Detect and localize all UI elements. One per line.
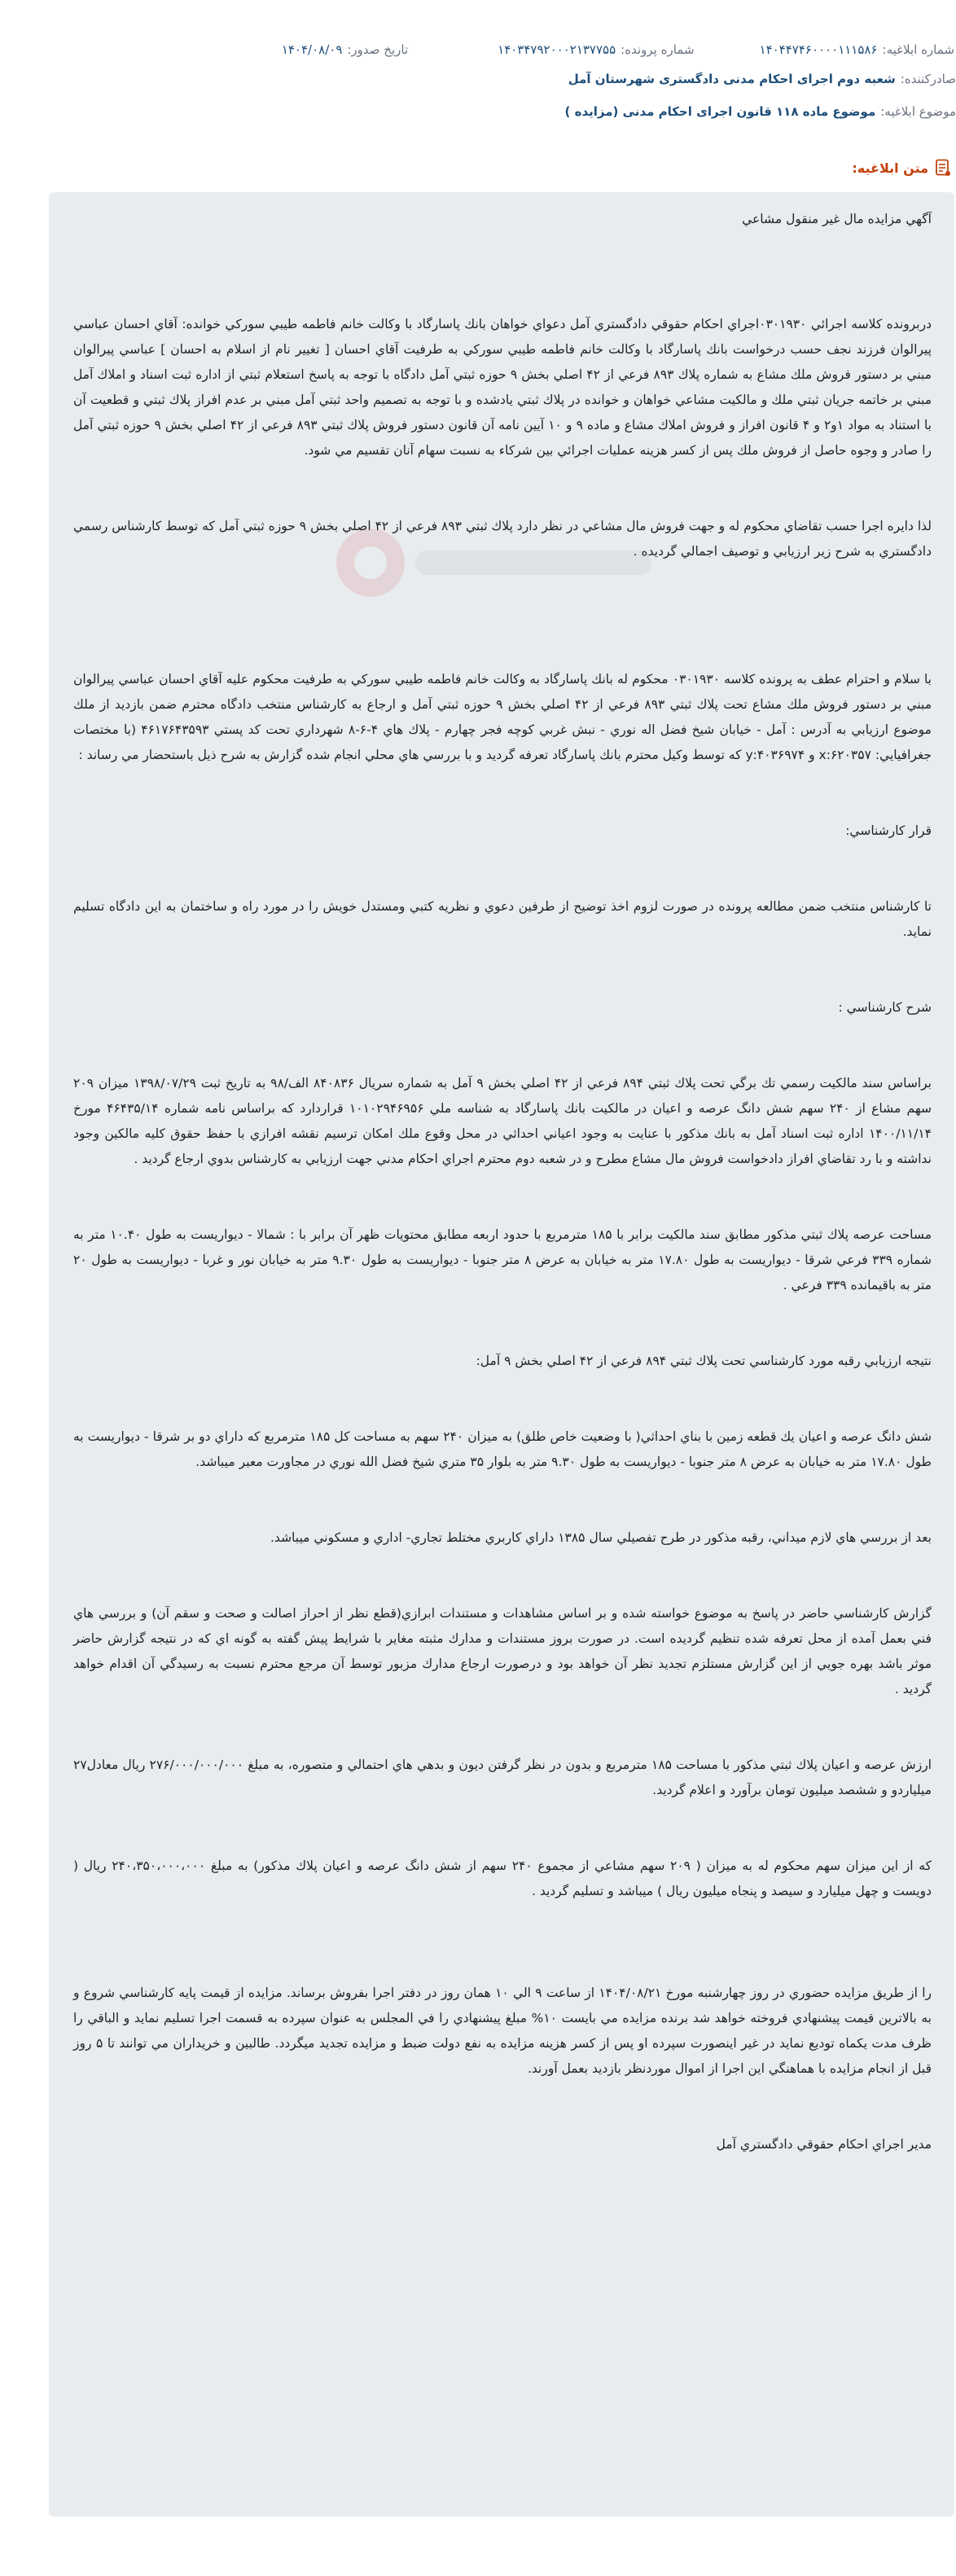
meta-row-issuer (0, 72, 956, 86)
ad-title: آگهي مزايده مال غير منقول مشاعي (742, 212, 932, 226)
report-disclaimer-paragraph: گزارش كارشناسي حاضر در پاسخ به موضوع خواسته شده و بر اساس مشاهدات و مستندات ابرازي(قطع نظر از احراز اصالت و صحت و سقم آن) و بررسي هاي فني بعمل آمده از محل تعرفه شده تنظيم گرديده است. در صورت بروز مستندات و مدارك مثبته مغاير با شرايط پيش گفته به گونه اي كه در نتيجه گزارش حاضر موثر باشد بهره جويي از اين گزارش مستلزم تجديد نظر آن خواهد بود و درصورت ارجاع مدارك مزبور توسط آن مرجع محترم نسبت به رسيدگي آن اقدام خواهد گرديد . (73, 1606, 932, 1696)
notice-number (760, 42, 954, 57)
notice-text-heading (852, 159, 951, 177)
signature-line: مدير اجراي احكام حقوقي دادگستري آمل (716, 2137, 932, 2152)
share-amount-paragraph: كه از اين ميزان سهم محكوم له به ميزان ( ۲۰۹ سهم مشاعي از مجموع ۲۴۰ سهم از شش دانگ عرصه و اعيان پلاك مذكور) به مبلغ ۲۴۰،۳۵۰،۰۰۰،۰۰۰ ريال ( دويست و چهل ميليارد و سيصد و پنجاه ميليون ريال ) ميباشد و تسليم گرديد . (73, 1858, 932, 1898)
case-number-value: ۱۴۰۳۴۷۹۲۰۰۰۲۱۳۷۷۵۵ (498, 42, 616, 57)
auction-terms-paragraph: را از طريق مزايده حضوري در روز چهارشنبه مورخ ۱۴۰۴/۰۸/۲۱ از ساعت ۹ الي ۱۰ همان روز در دفتر اجرا بفروش برساند. مزايده از قيمت پايه كارشناسي شروع و به بالاترين قيمت پيشنهادي فروخته خواهد شد برنده مزايده مي بايست ۱۰% مبلغ پيشنهادي را في المجلس به عنوان سپرده به قسمت اجرا تسليم نمايد و الباقي را ظرف مدت يكماه توديع نمايد در غير اينصورت سپرده او پس از كسر هزينه مزايده به نفع دولت ضبط و مزايده تجديد ميگردد. طالبين و خريداران مي توانند تا ۵ روز قبل از انجام مزايده با هماهنگي اين اجرا از اموال موردنظر بازديد بعمل آورند. (73, 1986, 932, 2076)
issue-date-value: ۱۴۰۴/۰۸/۰۹ (281, 42, 343, 57)
area-boundaries-paragraph: مساحت عرصه پلاك ثبتي مذكور مطابق سند مالكيت برابر با ۱۸۵ مترمربع با حدود اربعه مطابق محتويات ظهر آن برابر با : شمالا - ديواريست به طول ۱۰.۴۰ متر به شماره ۳۳۹ فرعي شرقا - ديواريست به طول ۱۷.۸۰ متر به خيابان به عرض ۸ متر جنوبا - ديواريست به طول ۹.۳۰ متر به خيابان نور و غربا - ديواريست به طول ۲۰ متر به باقيمانده ۳۳۹ فرعي . (73, 1227, 932, 1292)
property-description-paragraph: شش دانگ عرصه و اعيان يك قطعه زمين با بناي احداثي( با وضعيت خاص طلق) به ميزان ۲۴۰ سهم به مساحت كل ۱۸۵ مترمربع كه داراي دو بر شرقا - ديواريست به طول ۱۷.۸۰ متر به خيابان به عرض ۸ متر جنوبا - ديواريست به طول ۹.۳۰ متر به بلوار ۳۵ متري شيخ فضل الله نوري در مجاورت معبر ميباشد. (73, 1429, 932, 1469)
expert-description-heading: شرح كارشناسي : (838, 1000, 932, 1015)
sale-intent-paragraph: لذا دايره اجرا حسب تقاضاي محكوم له و جهت فروش مال مشاعي در نظر دارد پلاك ثبتي ۸۹۳ فرعي از ۴۲ اصلي بخش ۹ حوزه ثبتي آمل كه توسط كارشناس رسمي دادگستري به شرح زير ارزيابي و توصيف اجمالي گرديده . (73, 519, 932, 559)
issuer (568, 72, 956, 86)
notice-text-title: متن ابلاغیه: (852, 160, 928, 176)
subject-label: موضوع ابلاغیه: (880, 104, 956, 119)
issue-date (282, 42, 408, 57)
notice-number-label: شماره ابلاغیه: (882, 42, 954, 57)
meta-row-subject (0, 104, 956, 119)
meta-row-ids (0, 42, 956, 57)
issuer-value: شعبه دوم اجرای احکام مدنی دادگستری شهرستان آمل (568, 72, 896, 86)
expert-order-paragraph: تا كارشناس منتخب ضمن مطالعه پرونده در صورت لزوم اخذ توضيح از طرفين دعوي و نظريه كتبي ومستدل خويش را در مورد راه و ساختمان به اين دادگاه تسليم نمايد. (73, 899, 932, 939)
subject-value: موضوع ماده ۱۱۸ قانون اجرای احکام مدنی (مزایده ) (564, 104, 876, 119)
expert-order-heading: قرار كارشناسي: (845, 823, 932, 838)
land-use-paragraph: بعد از بررسي هاي لازم ميداني، رقبه مذكور در طرح تفصيلي سال ۱۳۸۵ داراي كاربري مختلط تجاري- اداري و مسكوني ميباشد. (270, 1530, 932, 1545)
expert-intro-paragraph: با سلام و احترام عطف به پرونده كلاسه ۰۳۰۱۹۳۰ محكوم له بانك پاسارگاد به وكالت خانم فاطمه طيبي سوركي به طرفيت محكوم عليه آقاي احسان عباسي پيرالوان مبني بر دستور فروش ملك مشاع تحت پلاك ثبتي ۸۹۳ فرعي از ۴۲ اصلي بخش ۹ حوزه ثبتي آمل و ارجاع به كارشناس منتخب دادگاه محترم ضمن بازديد از ملك موضوع ارزيابي به آدرس : آمل - خيابان شيخ فضل اله نوري - نبش غربي كوچه فجر چهارم - پلاك هاي ۴-۶-۸ شهرداري تحت كد پستي ۴۶۱۷۶۴۳۵۹۳ (با مختصات جغرافيايي: ۶۲۰۳۵۷:x و ۴۰۳۶۹۷۴:y كه توسط وكيل محترم بانك پاسارگاد تعرفه گرديد و با بررسي هاي محلي انجام شده گزارش به شرح ذيل باستحضار مي رساند : (73, 672, 932, 762)
issuer-label: صادرکننده: (900, 72, 956, 86)
deed-paragraph: براساس سند مالكيت رسمي تك برگي تحت پلاك ثبتي ۸۹۴ فرعي از ۴۲ اصلي بخش ۹ آمل به شماره سريال ۸۴۰۸۳۶ الف/۹۸ به تاريخ ثبت ۱۳۹۸/۰۷/۲۹ ميزان ۲۰۹ سهم مشاع از ۲۴۰ سهم شش دانگ عرصه و اعيان در مالكيت بانك پاسارگاد به شناسه ملي ۱۰۱۰۲۹۴۶۹۵۶ قراردارد كه براساس نامه شماره ۴۶۴۳۵/۱۴ مورخ ۱۴۰۰/۱۱/۱۴ اداره ثبت اسناد آمل به بانك مذكور با عنايت به وجود اعياني احداثي در محل وقوع ملك امكان ترسيم نقشه افرازي با حفظ حقوق كليه مالكين وجود نداشته و با رد تقاضاي افراز دادخواست فروش مال مشاع مطرح و در شعبه دوم محترم اجراي احكام مدني جهت ارزيابي به كارشناس بدوي ارجاع گرديد . (73, 1076, 932, 1166)
case-number (498, 42, 694, 57)
issue-date-label: تاریخ صدور: (347, 42, 409, 57)
valuation-amount-paragraph: ارزش عرصه و اعيان پلاك ثبتي مذكور با مساحت ۱۸۵ مترمربع و بدون در نظر گرفتن ديون و بدهي هاي احتمالي و متصوره، به مبلغ ۲۷۶/۰۰۰/۰۰۰/۰۰۰ ريال معادل۲۷ ميلياردو و ششصد ميليون تومان برآورد و اعلام گرديد. (73, 1758, 932, 1797)
valuation-result-heading: نتيجه ارزيابي رقبه مورد كارشناسي تحت پلاك ثبتي ۸۹۴ فرعي از ۴۲ اصلي بخش ۹ آمل: (476, 1354, 932, 1368)
notice-body (49, 192, 954, 2517)
case-summary-paragraph: دربرونده كلاسه اجرائي ۰۳۰۱۹۳۰اجراي احكام حقوقي دادگستري آمل دعواي خواهان بانك پاسارگاد با وكالت خانم فاطمه طيبي سوركي خوانده: آقاي احسان عباسي پيرالوان فرزند نجف حسب درخواست بانك پاسارگاد با وكالت خانم فاطمه طيبي سوركي به طرفيت آقاي احسان [ تغيير نام از اسلام به احسان ] عباسي پيرالوان مبني بر دستور فروش ملك مشاع به شماره پلاك ۸۹۳ فرعي از ۴۲ اصلي بخش ۹ حوزه ثبتي آمل دادگاه با توجه به پاسخ استعلام ثبتي از اداره ثبت اسناد و املاك آمل مبني بر خاتمه جريان ثبتي ملك و مالكيت مشاعي خواهان و خوانده در پلاك ثبتي يادشده و با توجه به تصميم واحد ثبتي آمل مبني بر عدم افراز پلاك ثبتي و قطعيت آن با استناد به مواد ۱و۲ و ۴ قانون افراز و فروش املاك مشاع و ماده ۹ و ۱۰ آيين نامه آن قانون دستور فروش پلاك ثبتي ۸۹۳ فرعي از ۴۲ اصلي بخش ۹ حوزه ثبتي آمل را صادر و وجوه حاصل از فروش ملك پس از كسر هزينه عمليات اجرائي بين شركاء به نسبت سهام آنان تقسيم مي شود. (73, 317, 932, 458)
subject (565, 104, 956, 119)
document-icon (935, 159, 951, 177)
notice-number-value: ۱۴۰۴۴۷۴۶۰۰۰۰۱۱۱۵۸۶ (759, 42, 878, 57)
case-number-label: شماره پرونده: (621, 42, 695, 57)
